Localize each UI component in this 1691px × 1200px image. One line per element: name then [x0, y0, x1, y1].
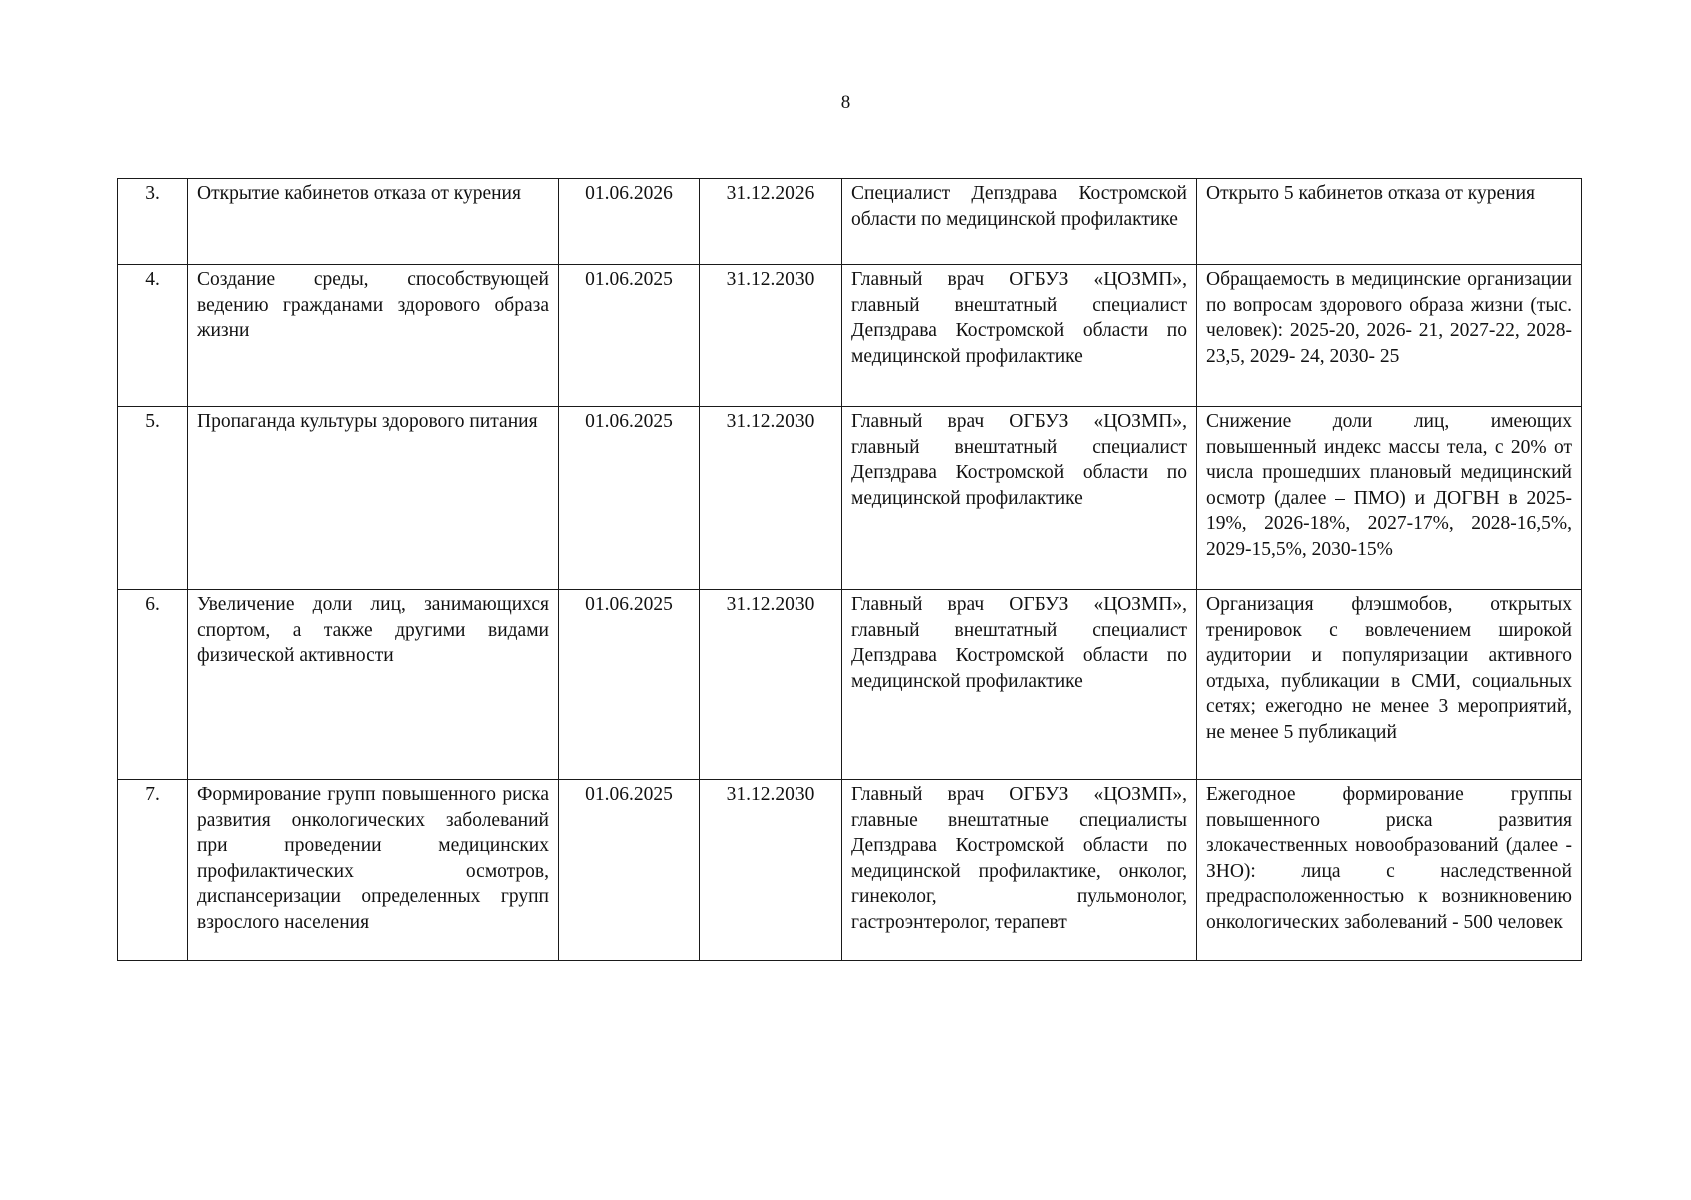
table-row — [118, 179, 1582, 265]
result-cell: Организация флэшмобов, открытых тренировок с вовлечением широкой аудитории и популяризации активного отдыха, публикации в СМИ, социальных сетях; ежегодно не менее 3 мероприятий, не менее 5 публикаций — [1197, 590, 1582, 780]
row-number: 3. — [118, 179, 188, 265]
start-date-cell: 01.06.2025 — [559, 590, 700, 780]
table-row — [118, 590, 1582, 780]
table-row — [118, 780, 1582, 961]
measure-cell: Создание среды, способствующей ведению гражданами здорового образа жизни — [188, 265, 559, 407]
start-date-cell: 01.06.2025 — [559, 407, 700, 590]
start-date-cell: 01.06.2026 — [559, 179, 700, 265]
table-row — [118, 265, 1582, 407]
start-date-cell: 01.06.2025 — [559, 780, 700, 961]
measure-cell: Формирование групп повышенного риска развития онкологических заболеваний при проведении медицинских профилактических осмотров, диспансеризации определенных групп взрослого населения — [188, 780, 559, 961]
start-date-cell: 01.06.2025 — [559, 265, 700, 407]
responsible-cell: Главный врач ОГБУЗ «ЦОЗМП», главный внештатный специалист Депздрава Костромской области по медицинской профилактике — [842, 590, 1197, 780]
end-date-cell: 31.12.2030 — [700, 590, 842, 780]
row-number: 5. — [118, 407, 188, 590]
responsible-cell: Главный врач ОГБУЗ «ЦОЗМП», главный внештатный специалист Депздрава Костромской области по медицинской профилактике — [842, 265, 1197, 407]
row-number: 7. — [118, 780, 188, 961]
end-date-cell: 31.12.2030 — [700, 780, 842, 961]
result-cell: Ежегодное формирование группы повышенного риска развития злокачественных новообразований (далее - ЗНО): лица с наследственной предрасположенностью к возникновению онкологических заболеваний - 500 человек — [1197, 780, 1582, 961]
end-date-cell: 31.12.2026 — [700, 179, 842, 265]
measure-cell: Увеличение доли лиц, занимающихся спортом, а также другими видами физической активности — [188, 590, 559, 780]
row-number: 4. — [118, 265, 188, 407]
end-date-cell: 31.12.2030 — [700, 407, 842, 590]
end-date-cell: 31.12.2030 — [700, 265, 842, 407]
measures-table — [117, 178, 1582, 961]
result-cell: Снижение доли лиц, имеющих повышенный индекс массы тела, с 20% от числа прошедших плановый медицинский осмотр (далее – ПМО) и ДОГВН в 2025-19%, 2026-18%, 2027-17%, 2028-16,5%, 2029-15,5%, 2030-15% — [1197, 407, 1582, 590]
table-row — [118, 407, 1582, 590]
responsible-cell: Главный врач ОГБУЗ «ЦОЗМП», главные внештатные специалисты Депздрава Костромской области по медицинской профилактике, онколог, гинеколог, пульмонолог, гастроэнтеролог, терапевт — [842, 780, 1197, 961]
measure-cell: Открытие кабинетов отказа от курения — [188, 179, 559, 265]
measure-cell: Пропаганда культуры здорового питания — [188, 407, 559, 590]
page-number: 8 — [840, 92, 851, 113]
result-cell: Открыто 5 кабинетов отказа от курения — [1197, 179, 1582, 265]
responsible-cell: Специалист Депздрава Костромской области по медицинской профилактике — [842, 179, 1197, 265]
result-cell: Обращаемость в медицинские организации по вопросам здорового образа жизни (тыс. человек): 2025-20, 2026- 21, 2027-22, 2028-23,5, 2029- 24, 2030- 25 — [1197, 265, 1582, 407]
row-number: 6. — [118, 590, 188, 780]
responsible-cell: Главный врач ОГБУЗ «ЦОЗМП», главный внештатный специалист Депздрава Костромской области по медицинской профилактике — [842, 407, 1197, 590]
